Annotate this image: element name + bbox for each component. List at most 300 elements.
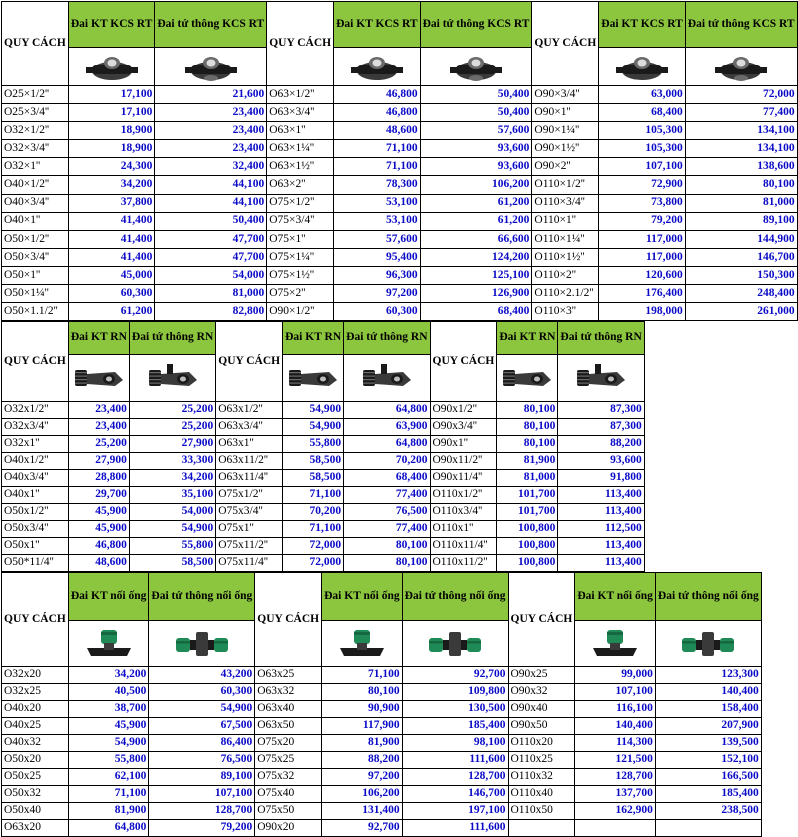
spec-cell: O90x1'' <box>430 436 497 453</box>
table-row <box>2 122 798 140</box>
price-cross-cell: 44,100 <box>155 194 267 212</box>
price-saddle-cell: 97,200 <box>334 285 421 303</box>
price-table-noi-ong <box>1 572 759 837</box>
price-saddle-cell: 117,900 <box>322 718 403 735</box>
price-cross-cell: 81,000 <box>685 194 797 212</box>
spec-cell: O32x3/4'' <box>2 419 69 436</box>
price-cross-cell: 66,600 <box>420 230 532 248</box>
price-cross-cell: 93,600 <box>420 158 532 176</box>
spec-cell: O50x1/2'' <box>2 504 69 521</box>
price-cross-cell: 158,400 <box>655 701 761 718</box>
table-row <box>2 285 798 303</box>
table-row <box>2 194 798 212</box>
spec-cell: O63x32 <box>255 684 322 701</box>
cross-saddle-kcs-icon <box>420 48 532 86</box>
spec-cell: O110x1'' <box>430 521 497 538</box>
spec-cell: O75×1¼'' <box>267 248 334 266</box>
price-cross-cell: 98,100 <box>402 735 508 752</box>
price-saddle-cell: 162,900 <box>575 803 656 820</box>
spec-cell: O110x11/4'' <box>430 538 497 555</box>
price-saddle-cell: 71,100 <box>283 487 344 504</box>
price-saddle-cell: 54,900 <box>68 735 149 752</box>
price-cross-cell: 47,700 <box>155 248 267 266</box>
price-saddle-cell: 54,900 <box>283 402 344 419</box>
spec-cell: O90×1'' <box>532 104 599 122</box>
price-saddle-cell: 120,600 <box>599 266 686 284</box>
price-cross-cell: 58,500 <box>129 555 215 572</box>
price-cross-cell: 87,300 <box>558 419 644 436</box>
price-saddle-cell: 48,600 <box>68 555 129 572</box>
price-saddle-cell: 38,700 <box>68 701 149 718</box>
price-cross-cell: 25,200 <box>129 419 215 436</box>
spec-cell: O63x11/4'' <box>216 470 283 487</box>
spec-cell: O110x20 <box>508 735 575 752</box>
cross-saddle-kcs-icon <box>685 48 797 86</box>
price-cross-cell: 128,700 <box>149 803 255 820</box>
table-row <box>2 176 798 194</box>
spec-cell: O50×1.1/2'' <box>2 303 69 321</box>
threaded-saddle-rn-icon <box>497 355 558 402</box>
table-row <box>2 667 762 684</box>
price-saddle-cell: 198,000 <box>599 303 686 321</box>
spec-cell: O63×3/4'' <box>267 104 334 122</box>
spec-cell: O40×3/4'' <box>2 194 69 212</box>
spec-cell: O75x1'' <box>216 521 283 538</box>
spec-cell: O63x11/2'' <box>216 453 283 470</box>
table-row <box>2 212 798 230</box>
price-cross-cell: 44,100 <box>155 176 267 194</box>
spec-cell: O32x1/2'' <box>2 402 69 419</box>
price-saddle-cell: 41,400 <box>68 212 155 230</box>
product-header-saddle: Đai KT RN <box>68 322 129 355</box>
table-row <box>2 735 762 752</box>
pipe-saddle-icon <box>575 621 656 667</box>
table-row <box>2 701 762 718</box>
price-cross-cell: 21,600 <box>155 86 267 104</box>
price-saddle-cell: 80,100 <box>497 419 558 436</box>
price-cross-cell: 27,900 <box>129 436 215 453</box>
spec-header: QUY CÁCH <box>216 322 283 402</box>
product-header-cross: Đai tứ thông RN <box>129 322 215 355</box>
spec-cell: O63x3/4'' <box>216 419 283 436</box>
price-saddle-cell: 117,000 <box>599 248 686 266</box>
price-saddle-cell: 58,500 <box>283 453 344 470</box>
price-saddle-cell: 105,300 <box>599 140 686 158</box>
price-cross-cell: 261,000 <box>685 303 797 321</box>
price-saddle-cell: 71,100 <box>68 786 149 803</box>
spec-cell: O63×1½'' <box>267 158 334 176</box>
spec-cell: O32×1'' <box>2 158 69 176</box>
price-saddle-cell: 117,000 <box>599 230 686 248</box>
price-cross-cell: 93,600 <box>420 140 532 158</box>
price-saddle-cell: 40,500 <box>68 684 149 701</box>
price-saddle-cell: 28,800 <box>68 470 129 487</box>
price-saddle-cell: 34,200 <box>68 176 155 194</box>
spec-cell: O50x3/4'' <box>2 521 69 538</box>
price-saddle-cell: 107,100 <box>599 158 686 176</box>
table-row <box>2 86 798 104</box>
spec-header: QUY CÁCH <box>2 322 69 402</box>
price-cross-cell: 138,600 <box>685 158 797 176</box>
price-saddle-cell: 79,200 <box>599 212 686 230</box>
price-cross-cell: 113,400 <box>558 504 644 521</box>
price-saddle-cell: 18,900 <box>68 122 155 140</box>
spec-cell: O90x32 <box>508 684 575 701</box>
pipe-saddle-icon <box>322 621 403 667</box>
product-header-saddle: Đai KT KCS RT <box>334 2 421 48</box>
table-row <box>2 820 762 837</box>
price-cross-cell: 185,400 <box>655 786 761 803</box>
price-saddle-cell: 131,400 <box>322 803 403 820</box>
price-saddle-cell: 55,800 <box>68 752 149 769</box>
spec-header: QUY CÁCH <box>508 573 575 667</box>
product-header-saddle: Đai KT nối ống <box>322 573 403 621</box>
price-cross-cell: 67,500 <box>149 718 255 735</box>
price-cross-cell: 77,400 <box>344 521 430 538</box>
price-cross-cell: 23,400 <box>155 104 267 122</box>
price-saddle-cell: 64,800 <box>68 820 149 837</box>
spec-cell: O63×1/2'' <box>267 86 334 104</box>
spec-cell: O50×3/4'' <box>2 248 69 266</box>
table-row <box>2 521 645 538</box>
cross-saddle-kcs-icon <box>155 48 267 86</box>
product-header-saddle: Đai KT KCS RT <box>68 2 155 48</box>
spec-cell: O63x1/2'' <box>216 402 283 419</box>
price-cross-cell: 146,700 <box>402 786 508 803</box>
spec-cell: O110x25 <box>508 752 575 769</box>
product-header-saddle: Đai KT RN <box>283 322 344 355</box>
price-saddle-cell: 45,900 <box>68 718 149 735</box>
price-saddle-cell: 100,800 <box>497 521 558 538</box>
price-cross-cell: 113,400 <box>558 487 644 504</box>
price-saddle-cell: 57,600 <box>334 230 421 248</box>
price-saddle-cell: 25,200 <box>68 436 129 453</box>
table-row <box>2 470 645 487</box>
table-row <box>2 436 645 453</box>
spec-cell: O110×2'' <box>532 266 599 284</box>
price-cross-cell: 77,400 <box>344 487 430 504</box>
cross-saddle-rn-icon <box>129 355 215 402</box>
price-cross-cell: 207,900 <box>655 718 761 735</box>
spec-cell: O75x32 <box>255 769 322 786</box>
price-saddle-cell: 78,300 <box>334 176 421 194</box>
spec-cell: O90x40 <box>508 701 575 718</box>
spec-cell: O110×1'' <box>532 212 599 230</box>
price-cross-cell: 140,400 <box>655 684 761 701</box>
spec-cell: O75×1½'' <box>267 266 334 284</box>
price-cross-cell: 89,100 <box>149 769 255 786</box>
price-cross-cell: 76,500 <box>149 752 255 769</box>
price-cross-cell: 79,200 <box>149 820 255 837</box>
price-cross-cell: 91,800 <box>558 470 644 487</box>
pipe-cross-saddle-icon <box>149 621 255 667</box>
price-sheet <box>1 1 795 837</box>
spec-cell: O90x20 <box>255 820 322 837</box>
price-cross-cell: 93,600 <box>558 453 644 470</box>
product-header-cross: Đai tứ thông nối ống <box>655 573 761 621</box>
price-saddle-cell: 80,100 <box>497 402 558 419</box>
price-saddle-cell: 81,000 <box>497 470 558 487</box>
table-row <box>2 684 762 701</box>
price-cross-cell: 60,300 <box>149 684 255 701</box>
price-saddle-cell: 72,900 <box>599 176 686 194</box>
spec-cell: O75x11/4'' <box>216 555 283 572</box>
spec-cell: O25×3/4'' <box>2 104 69 122</box>
saddle-clamp-kcs-icon <box>599 48 686 86</box>
price-cross-cell: 61,200 <box>420 212 532 230</box>
price-saddle-cell: 100,800 <box>497 538 558 555</box>
table-row <box>2 248 798 266</box>
product-header-saddle: Đai KT KCS RT <box>599 2 686 48</box>
price-saddle-cell: 48,600 <box>334 122 421 140</box>
price-cross-cell: 124,200 <box>420 248 532 266</box>
price-cross-cell: 23,400 <box>155 140 267 158</box>
spec-cell: O90×2'' <box>532 158 599 176</box>
spec-cell: O110x1/2'' <box>430 487 497 504</box>
price-cross-cell: 88,200 <box>558 436 644 453</box>
price-saddle-cell: 55,800 <box>283 436 344 453</box>
price-cross-cell: 150,300 <box>685 266 797 284</box>
spec-cell: O63×2'' <box>267 176 334 194</box>
table-row <box>2 158 798 176</box>
spec-cell: O50x1'' <box>2 538 69 555</box>
spec-cell: O110x50 <box>508 803 575 820</box>
spec-cell <box>508 820 575 837</box>
price-cross-cell: 86,400 <box>149 735 255 752</box>
saddle-clamp-kcs-icon <box>68 48 155 86</box>
price-saddle-cell: 53,100 <box>334 194 421 212</box>
spec-cell: O90×1/2'' <box>267 303 334 321</box>
spec-cell: O90x3/4'' <box>430 419 497 436</box>
price-cross-cell: 25,200 <box>129 402 215 419</box>
price-cross-cell: 113,400 <box>558 555 644 572</box>
spec-cell: O90×3/4'' <box>532 86 599 104</box>
table-row <box>2 487 645 504</box>
price-cross-cell: 54,000 <box>155 266 267 284</box>
spec-cell: O40x1/2'' <box>2 453 69 470</box>
price-cross-cell: 111,600 <box>402 820 508 837</box>
spec-cell: O40×1'' <box>2 212 69 230</box>
price-saddle-cell <box>575 820 656 837</box>
spec-cell: O90x1/2'' <box>430 402 497 419</box>
price-cross-cell: 80,100 <box>685 176 797 194</box>
price-saddle-cell: 140,400 <box>575 718 656 735</box>
price-cross-cell: 197,100 <box>402 803 508 820</box>
price-cross-cell: 109,800 <box>402 684 508 701</box>
table-row <box>2 453 645 470</box>
spec-cell: O75×1'' <box>267 230 334 248</box>
price-cross-cell: 32,400 <box>155 158 267 176</box>
spec-cell: O110×2.1/2'' <box>532 285 599 303</box>
price-saddle-cell: 128,700 <box>575 769 656 786</box>
product-header-cross: Đai tứ thông KCS RT <box>420 2 532 48</box>
spec-cell: O50×1¼'' <box>2 285 69 303</box>
price-cross-cell: 111,600 <box>402 752 508 769</box>
price-cross-cell: 128,700 <box>402 769 508 786</box>
price-saddle-cell: 46,800 <box>334 86 421 104</box>
spec-cell: O40x32 <box>2 735 69 752</box>
price-saddle-cell: 114,300 <box>575 735 656 752</box>
spec-cell: O50x32 <box>2 786 69 803</box>
price-cross-cell: 134,100 <box>685 122 797 140</box>
price-saddle-cell: 90,900 <box>322 701 403 718</box>
spec-cell: O110×3'' <box>532 303 599 321</box>
price-saddle-cell: 41,400 <box>68 230 155 248</box>
price-saddle-cell: 71,100 <box>334 140 421 158</box>
spec-cell: O40x25 <box>2 718 69 735</box>
spec-cell: O75x20 <box>255 735 322 752</box>
table-row <box>2 140 798 158</box>
price-saddle-cell: 34,200 <box>68 667 149 684</box>
price-cross-cell: 61,200 <box>420 194 532 212</box>
price-cross-cell: 33,300 <box>129 453 215 470</box>
spec-cell: O90x50 <box>508 718 575 735</box>
price-cross-cell: 238,500 <box>655 803 761 820</box>
price-cross-cell: 64,800 <box>344 436 430 453</box>
spec-cell: O110×1½'' <box>532 248 599 266</box>
table-row <box>2 104 798 122</box>
spec-cell: O50x20 <box>2 752 69 769</box>
price-saddle-cell: 121,500 <box>575 752 656 769</box>
spec-cell: O90×1¼'' <box>532 122 599 140</box>
price-saddle-cell: 41,400 <box>68 248 155 266</box>
spec-cell: O75x40 <box>255 786 322 803</box>
price-saddle-cell: 24,300 <box>68 158 155 176</box>
price-saddle-cell: 101,700 <box>497 487 558 504</box>
price-cross-cell: 89,100 <box>685 212 797 230</box>
price-saddle-cell: 88,200 <box>322 752 403 769</box>
price-cross-cell: 106,200 <box>420 176 532 194</box>
product-header-cross: Đai tứ thông KCS RT <box>155 2 267 48</box>
spec-cell: O50x40 <box>2 803 69 820</box>
spec-cell: O63x40 <box>255 701 322 718</box>
spec-cell: O75x11/2'' <box>216 538 283 555</box>
price-cross-cell: 82,800 <box>155 303 267 321</box>
price-cross-cell <box>655 820 761 837</box>
spec-cell: O75×3/4'' <box>267 212 334 230</box>
price-saddle-cell: 60,300 <box>68 285 155 303</box>
table-row <box>2 303 798 321</box>
price-cross-cell: 54,000 <box>129 504 215 521</box>
spec-header: QUY CÁCH <box>532 2 599 86</box>
spec-cell: O75x1/2'' <box>216 487 283 504</box>
price-saddle-cell: 23,400 <box>68 419 129 436</box>
spec-cell: O110×3/4'' <box>532 194 599 212</box>
price-saddle-cell: 62,100 <box>68 769 149 786</box>
price-saddle-cell: 68,400 <box>599 104 686 122</box>
price-saddle-cell: 97,200 <box>322 769 403 786</box>
threaded-saddle-rn-icon <box>283 355 344 402</box>
price-saddle-cell: 96,300 <box>334 266 421 284</box>
spec-cell: O110x11/2'' <box>430 555 497 572</box>
table-row <box>2 803 762 820</box>
price-cross-cell: 64,800 <box>344 402 430 419</box>
spec-cell: O50×1'' <box>2 266 69 284</box>
price-saddle-cell: 137,700 <box>575 786 656 803</box>
price-cross-cell: 54,900 <box>149 701 255 718</box>
table-row <box>2 786 762 803</box>
table-row <box>2 538 645 555</box>
spec-header: QUY CÁCH <box>2 573 69 667</box>
price-saddle-cell: 106,200 <box>322 786 403 803</box>
price-saddle-cell: 18,900 <box>68 140 155 158</box>
spec-cell: O40×1/2'' <box>2 176 69 194</box>
spec-header: QUY CÁCH <box>2 2 69 86</box>
price-cross-cell: 54,900 <box>129 521 215 538</box>
spec-cell: O110x32 <box>508 769 575 786</box>
price-saddle-cell: 105,300 <box>599 122 686 140</box>
price-saddle-cell: 29,700 <box>68 487 129 504</box>
table-row <box>2 555 645 572</box>
spec-cell: O63x1'' <box>216 436 283 453</box>
price-table-kcs <box>1 1 795 321</box>
spec-cell: O75x3/4'' <box>216 504 283 521</box>
spec-cell: O32×3/4'' <box>2 140 69 158</box>
price-cross-cell: 50,400 <box>155 212 267 230</box>
price-saddle-cell: 107,100 <box>575 684 656 701</box>
product-header-cross: Đai tứ thông KCS RT <box>685 2 797 48</box>
spec-cell: O75×1/2'' <box>267 194 334 212</box>
spec-cell: O90×1½'' <box>532 140 599 158</box>
spec-cell: O50x25 <box>2 769 69 786</box>
spec-cell: O110x3/4'' <box>430 504 497 521</box>
price-saddle-cell: 45,900 <box>68 504 129 521</box>
price-cross-cell: 80,100 <box>344 555 430 572</box>
price-saddle-cell: 23,400 <box>68 402 129 419</box>
spec-header: QUY CÁCH <box>430 322 497 402</box>
price-cross-cell: 81,000 <box>155 285 267 303</box>
price-cross-cell: 166,500 <box>655 769 761 786</box>
spec-cell: O40x3/4'' <box>2 470 69 487</box>
price-saddle-cell: 116,100 <box>575 701 656 718</box>
price-saddle-cell: 70,200 <box>283 504 344 521</box>
spec-header: QUY CÁCH <box>267 2 334 86</box>
price-cross-cell: 134,100 <box>685 140 797 158</box>
price-saddle-cell: 100,800 <box>497 555 558 572</box>
spec-cell: O90x11/4'' <box>430 470 497 487</box>
price-saddle-cell: 72,000 <box>283 538 344 555</box>
price-saddle-cell: 101,700 <box>497 504 558 521</box>
price-cross-cell: 248,400 <box>685 285 797 303</box>
price-cross-cell: 50,400 <box>420 104 532 122</box>
spec-cell: O75x25 <box>255 752 322 769</box>
price-cross-cell: 112,500 <box>558 521 644 538</box>
product-header-saddle: Đai KT nối ống <box>68 573 149 621</box>
price-saddle-cell: 99,000 <box>575 667 656 684</box>
price-cross-cell: 35,100 <box>129 487 215 504</box>
price-cross-cell: 80,100 <box>344 538 430 555</box>
price-saddle-cell: 72,000 <box>283 555 344 572</box>
price-saddle-cell: 80,100 <box>497 436 558 453</box>
price-saddle-cell: 58,500 <box>283 470 344 487</box>
spec-cell: O75x50 <box>255 803 322 820</box>
table-row <box>2 419 645 436</box>
price-cross-cell: 144,900 <box>685 230 797 248</box>
price-saddle-cell: 176,400 <box>599 285 686 303</box>
price-saddle-cell: 46,800 <box>334 104 421 122</box>
price-cross-cell: 76,500 <box>344 504 430 521</box>
price-cross-cell: 68,400 <box>420 303 532 321</box>
threaded-saddle-rn-icon <box>68 355 129 402</box>
table-row <box>2 402 645 419</box>
price-table-rn <box>1 321 642 572</box>
spec-cell: O40x20 <box>2 701 69 718</box>
price-cross-cell: 57,600 <box>420 122 532 140</box>
price-cross-cell: 34,200 <box>129 470 215 487</box>
spec-cell: O40x1'' <box>2 487 69 504</box>
spec-cell: O110x40 <box>508 786 575 803</box>
price-cross-cell: 55,800 <box>129 538 215 555</box>
